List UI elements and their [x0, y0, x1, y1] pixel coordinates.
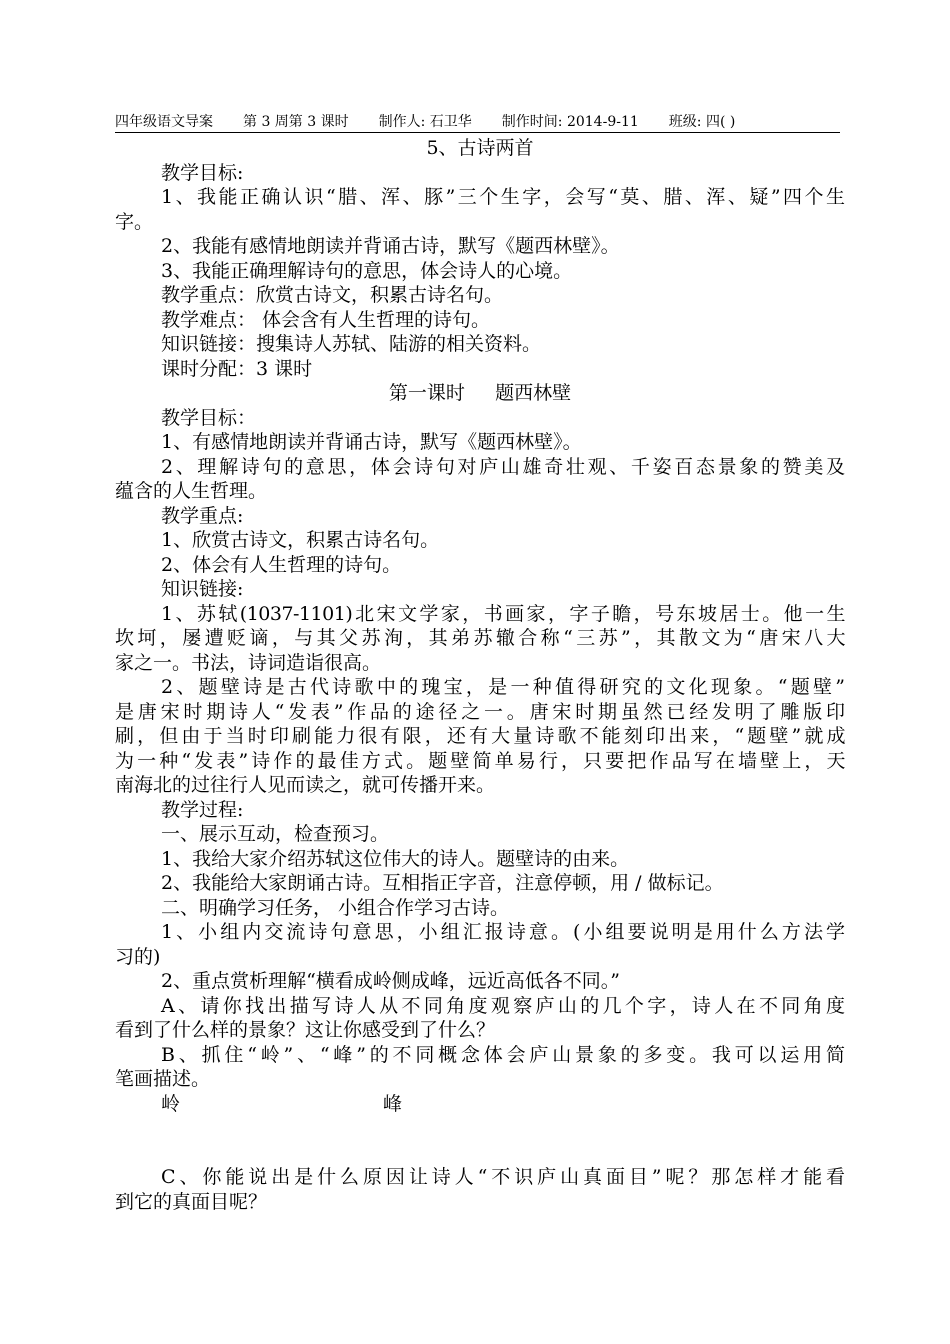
header-author: 制作人: 石卫华 [378, 114, 472, 130]
process-step-1-1: 1、我给大家介绍苏轼这位伟大的诗人。题壁诗的由来。 [161, 847, 630, 870]
unit-goal-2: 2、我能有感情地朗读并背诵古诗，默写《题西林壁》。 [161, 235, 620, 257]
lesson-goal-2-cont: 蕴含的人生哲理。 [115, 480, 268, 502]
link-1-line-3: 家之一。书法，诗词造诣很高。 [115, 651, 382, 674]
process-step-1: 一、展示互动，检查预习。 [161, 823, 390, 845]
link-1-line-1: 1、苏轼(1037-1101)北宋文学家，书画家，字子瞻，号东坡居士。他一生 [161, 602, 845, 625]
sketch-space [115, 1141, 845, 1166]
question-b-cont: 笔画描述。 [115, 1068, 211, 1090]
link-2-line-2: 是唐宋时期诗人“发表”作品的途径之一。唐宋时期虽然已经发明了雕版印 [115, 700, 845, 723]
unit-difficulty: 教学难点： 体会含有人生哲理的诗句。 [161, 308, 491, 331]
sketch-label-feng: 峰 [383, 1092, 403, 1115]
question-a-cont: 看到了什么样的景象？这让你感受到了什么？ [115, 1019, 496, 1041]
unit-goals-heading: 教学目标: [161, 161, 244, 184]
unit-goal-3: 3、我能正确理解诗句的意思，体会诗人的心境。 [161, 259, 573, 282]
unit-hours: 课时分配：3 课时 [161, 357, 313, 380]
unit-goal-1-cont: 字。 [115, 210, 154, 233]
process-heading: 教学过程: [161, 798, 244, 821]
lesson-goal-2: 2、理解诗句的意思，体会诗句对庐山雄奇壮观、千姿百态景象的赞美及 [161, 455, 845, 478]
lesson-link-heading: 知识链接: [161, 578, 244, 600]
unit-knowledge-link: 知识链接：搜集诗人苏轼、陆游的相关资料。 [161, 333, 542, 355]
link-2-line-1: 2、题壁诗是古代诗歌中的瑰宝，是一种值得研究的文化现象。“题壁” [161, 676, 845, 698]
lesson-goal-1: 1、有感情地朗读并背诵古诗，默写《题西林壁》。 [161, 431, 582, 453]
lesson-key-heading: 教学重点: [161, 504, 244, 527]
unit-key-points: 教学重点：欣赏古诗文，积累古诗名句。 [161, 284, 504, 306]
question-a: A、请你找出描写诗人从不同角度观察庐山的几个字，诗人在不同角度 [161, 994, 845, 1017]
unit-goal-1: 1、我能正确认识“腊、浑、豚”三个生字，会写“莫、腊、浑、疑”四个生 [161, 186, 845, 208]
lesson-title: 第一课时 题西林壁 [388, 382, 572, 404]
process-step-1-2: 2、我能给大家朗诵古诗。互相指正字音，注意停顿，用 / 做标记。 [161, 872, 724, 894]
link-2-line-5: 南海北的过往行人见而读之，就可传播开来。 [115, 774, 496, 796]
lesson-key-1: 1、欣赏古诗文，积累古诗名句。 [161, 529, 440, 551]
link-2-line-4: 为一种“发表”诗作的最佳方式。题壁简单易行，只要把作品写在墙壁上，天 [115, 749, 845, 772]
sketch-space [115, 1116, 845, 1141]
header-grade: 四年级语文导案 [115, 114, 213, 130]
page-header [115, 113, 840, 133]
lesson-key-2: 2、体会有人生哲理的诗句。 [161, 553, 402, 576]
process-step-2: 二、明确学习任务， 小组合作学习古诗。 [161, 896, 510, 919]
document-title: 5、古诗两首 [426, 137, 534, 159]
link-1-line-2: 坎坷，屡遭贬谪，与其父苏洵，其弟苏辙合称“三苏”，其散文为“唐宋八大 [115, 627, 845, 649]
sketch-label-ling: 岭 [161, 1092, 181, 1115]
document-body [115, 136, 845, 1214]
process-step-2-1-cont: 习的) [115, 945, 161, 968]
question-c-cont: 到它的真面目呢？ [115, 1190, 268, 1213]
lesson-goals-heading: 教学目标： [161, 406, 257, 429]
question-c: C、你能说出是什么原因让诗人“不识庐山真面目”呢？那怎样才能看 [161, 1166, 845, 1188]
link-2-line-3: 刷，但由于当时印刷能力很有限，还有大量诗歌不能刻印出来，“题壁”就成 [115, 725, 845, 747]
process-step-2-2: 2、重点赏析理解“横看成岭侧成峰，远近高低各不同。” [161, 970, 621, 992]
question-b: B、抓住“岭”、“峰”的不同概念体会庐山景象的多变。我可以运用简 [161, 1043, 845, 1066]
header-class: 班级: 四( ) [668, 114, 736, 130]
sketch-labels [115, 1092, 845, 1117]
header-week: 第 3 周第 3 课时 [243, 114, 349, 130]
header-date: 制作时间: 2014-9-11 [501, 114, 639, 130]
process-step-2-1: 1、小组内交流诗句意思，小组汇报诗意。(小组要说明是用什么方法学 [161, 921, 845, 943]
